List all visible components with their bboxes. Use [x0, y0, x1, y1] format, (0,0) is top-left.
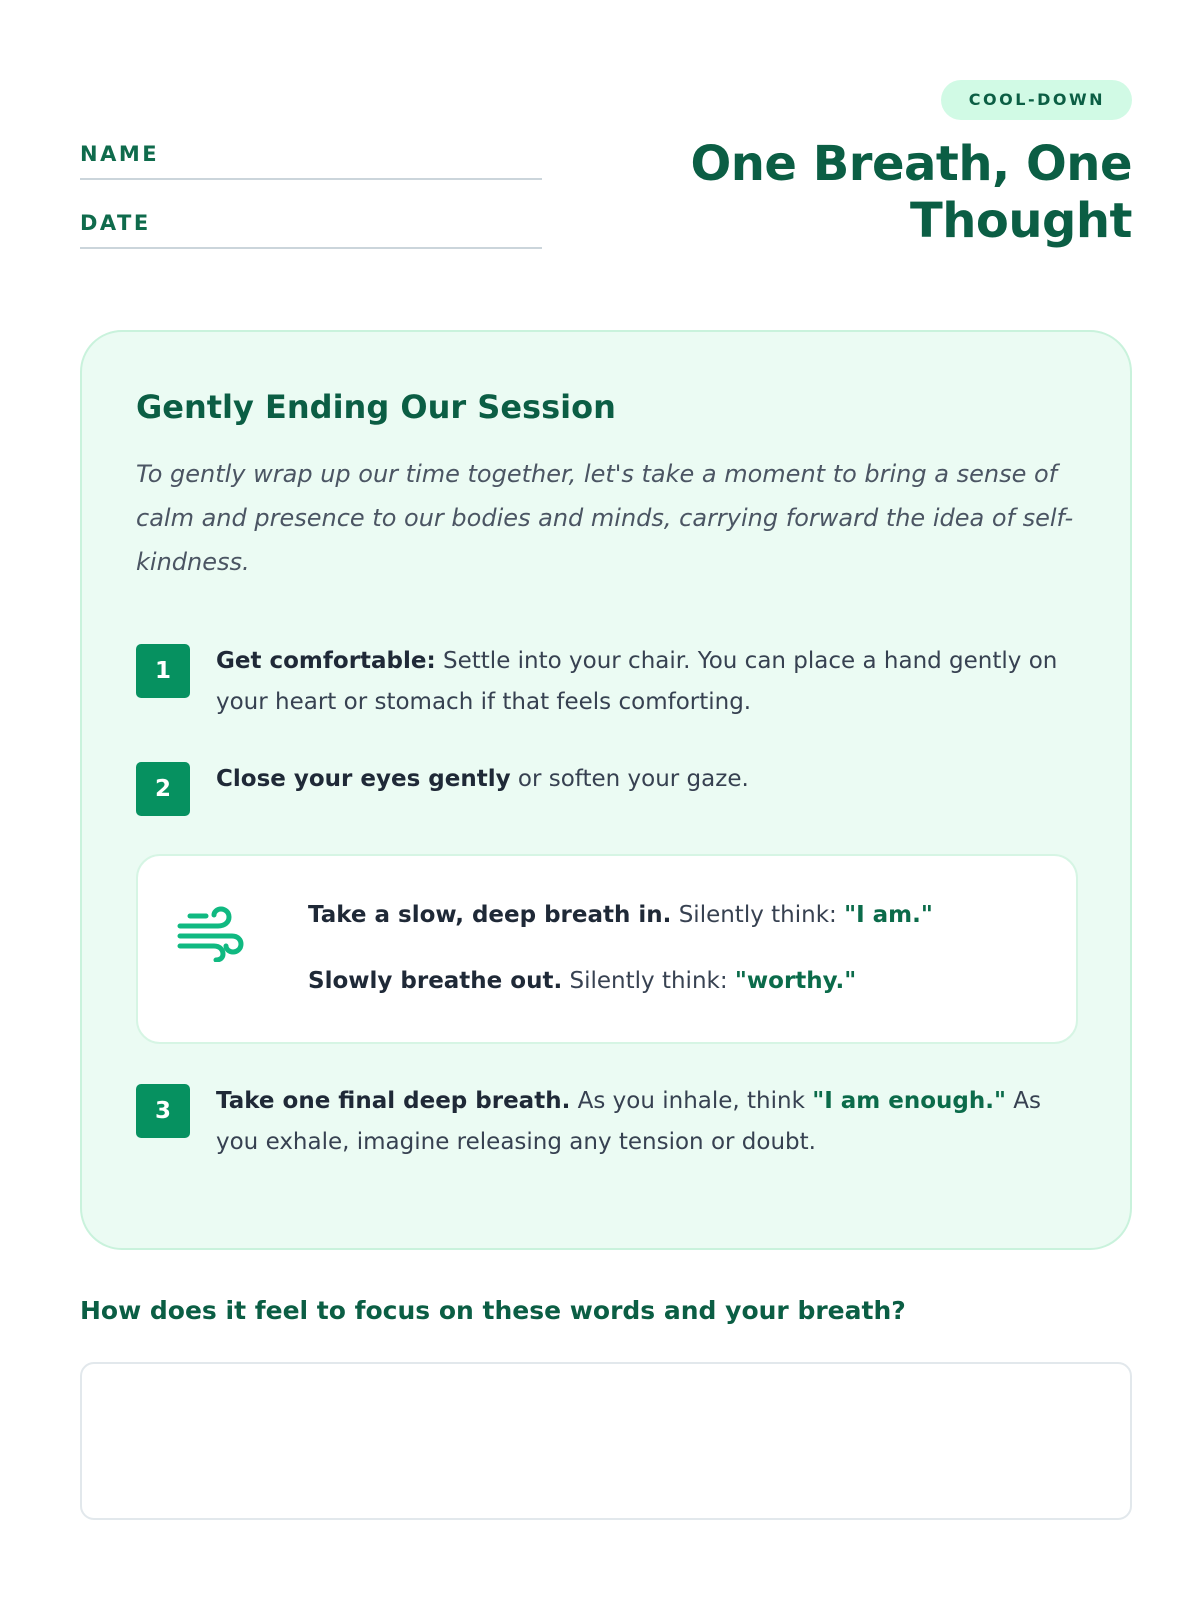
session-title: Gently Ending Our Session: [136, 388, 616, 426]
step-text: [216, 641, 1076, 723]
step-body-before: As you inhale, think: [570, 1088, 813, 1114]
step-number-badge: 1: [136, 644, 190, 698]
step-text: [216, 759, 1076, 800]
session-intro: To gently wrap up our time together, let's take a moment to bring a sense of calm and presence to our bodies and minds, carrying forward the idea of self-kindness.: [136, 460, 1074, 576]
inhale-text: Silently think:: [671, 902, 845, 928]
step-number-badge: 3: [136, 1084, 190, 1138]
student-fields: [80, 138, 542, 249]
final-affirmation: "I am enough.": [812, 1088, 1006, 1114]
inhale-instruction: [308, 900, 933, 930]
reflection-answer-field[interactable]: [80, 1362, 1132, 1520]
page-title: One Breath, One Thought: [690, 136, 1132, 249]
date-field[interactable]: [80, 180, 542, 249]
step-lead: Take one final deep breath.: [216, 1088, 571, 1114]
step-lead: Get comfortable:: [216, 648, 436, 674]
step-lead: Close your eyes gently: [216, 766, 511, 792]
step-body-after: As you exhale, imagine releasing any tension or doubt.: [216, 1088, 1041, 1155]
worksheet-header: [80, 80, 1132, 270]
date-field-label: DATE: [80, 211, 151, 235]
step-body: or soften your gaze.: [510, 766, 749, 792]
title-area: [572, 80, 1132, 250]
exhale-text: Silently think:: [562, 968, 735, 994]
step-text: [216, 1081, 1076, 1163]
reflection-question: How does it feel to focus on these words and your breath?: [80, 1296, 906, 1325]
exhale-lead: Slowly breathe out.: [308, 968, 563, 994]
exhale-instruction: [308, 966, 856, 996]
step-number-badge: 2: [136, 762, 190, 816]
name-field[interactable]: [80, 138, 542, 180]
inhale-lead: Take a slow, deep breath in.: [308, 902, 672, 928]
date-field-underline[interactable]: [80, 247, 542, 249]
wind-icon: [176, 906, 244, 962]
exhale-affirmation: "worthy.": [734, 968, 857, 994]
inhale-affirmation: "I am.": [844, 902, 933, 928]
breath-instruction-box: [136, 854, 1078, 1044]
session-card: [80, 330, 1132, 1250]
category-badge: COOL-DOWN: [941, 80, 1132, 120]
name-field-label: NAME: [80, 142, 160, 166]
step-body: Settle into your chair. You can place a hand gently on your heart or stomach if that feels comforting.: [216, 648, 1058, 715]
